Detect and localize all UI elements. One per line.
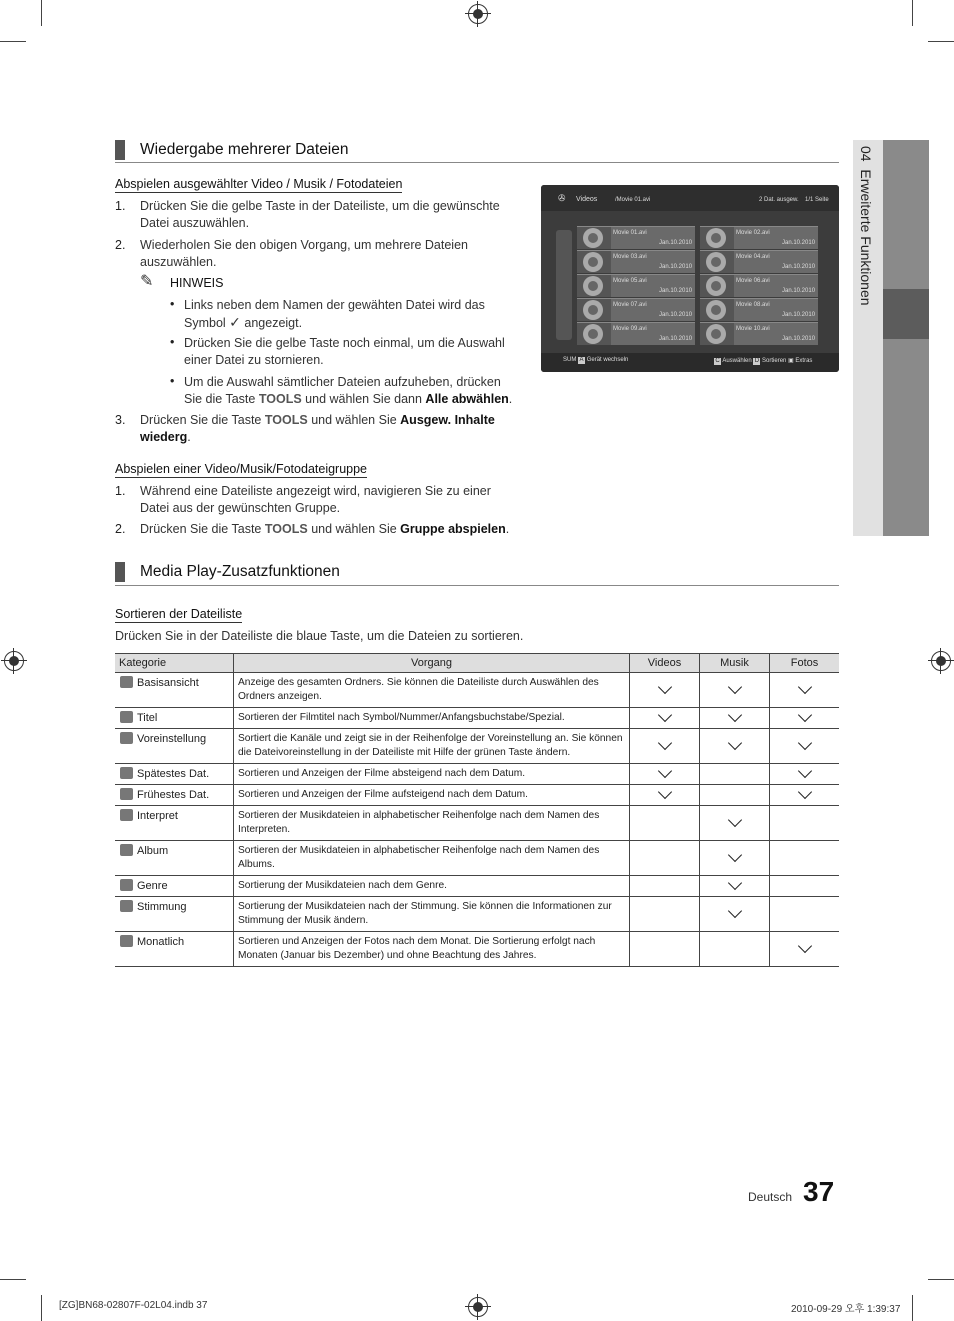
step-number: 3. [115, 413, 126, 427]
checkmark-icon: ✓ [229, 314, 241, 330]
checkmark-icon [797, 708, 811, 722]
checkmark-icon [657, 680, 671, 694]
thumbnail-icon [700, 275, 734, 297]
checkmark-icon [727, 736, 741, 750]
support-cell [630, 708, 700, 729]
screen-app-title: Videos [576, 196, 598, 203]
checkmark-icon [727, 680, 741, 694]
thumbnail-icon [577, 227, 611, 249]
support-cell [770, 897, 840, 932]
media-play-screenshot [541, 185, 839, 372]
screen-file-item [577, 298, 695, 321]
table-row [115, 708, 839, 729]
description-cell: Sortieren der Filmtitel nach Symbol/Nummer/Anfangsbuchstabe/Spezial. [234, 708, 630, 729]
description-cell: Sortieren und Anzeigen der Filme absteigend nach dem Datum. [234, 764, 630, 785]
thumbnail-icon [700, 299, 734, 321]
thumbnail-icon [577, 275, 611, 297]
support-cell [770, 729, 840, 764]
bullet-icon: • [170, 297, 175, 311]
checkmark-icon [657, 764, 671, 778]
category-cell [115, 708, 234, 729]
support-cell [770, 876, 840, 897]
step-number: 2. [115, 522, 126, 536]
support-cell [700, 729, 770, 764]
crop-mark [41, 1295, 42, 1321]
screen-file-item [700, 298, 818, 321]
step-text: Drücken Sie die gelbe Taste in der Dateiliste, um die gewünschte Datei auszuwählen. [140, 199, 500, 230]
support-cell [630, 729, 700, 764]
screen-file-date: Jan.10.2010 [659, 312, 693, 318]
category-icon [120, 732, 133, 744]
category-label: Stimmung [137, 901, 187, 913]
chapter-tab-marker [883, 289, 929, 339]
checkmark-icon [727, 876, 741, 890]
crop-mark [41, 0, 42, 26]
support-cell [770, 806, 840, 841]
category-label: Frühestes Dat. [137, 789, 210, 801]
crop-mark [912, 0, 913, 26]
category-icon [120, 767, 133, 779]
table-row [115, 897, 839, 932]
category-icon [120, 879, 133, 891]
screen-file-item [577, 250, 695, 273]
table-row [115, 673, 839, 708]
step-text: Wiederholen Sie den obigen Vorgang, um mehrere Dateien auszuwählen. [140, 238, 468, 269]
screen-file-name: Movie 08.avi [736, 302, 770, 308]
category-cell [115, 841, 234, 876]
subsection-title: Sortieren der Dateiliste [115, 607, 243, 621]
column-header: Fotos [770, 654, 840, 673]
category-cell [115, 806, 234, 841]
heading-text: Wiedergabe mehrerer Dateien [140, 141, 349, 158]
description-cell: Sortierung der Musikdateien nach der Stimmung. Sie können die Informationen zur Stimmung der Musik ändern. [234, 897, 630, 932]
screen-file-date: Jan.10.2010 [659, 288, 693, 294]
screen-file-date: Jan.10.2010 [782, 264, 816, 270]
screen-file-name: Movie 07.avi [613, 302, 647, 308]
support-cell [700, 932, 770, 967]
category-icon [120, 809, 133, 821]
film-icon: ✇ [558, 193, 566, 203]
column-header: Vorgang [234, 654, 630, 673]
checkmark-icon [657, 785, 671, 799]
category-label: Genre [137, 880, 168, 892]
screen-file-item [577, 274, 695, 297]
crop-mark [912, 1295, 913, 1321]
category-label: Titel [137, 712, 158, 724]
chapter-title: 04 Erweiterte Funktionen [858, 146, 874, 306]
screen-file-name: Movie 02.avi [736, 230, 770, 236]
screen-category-bar [556, 230, 572, 340]
heading-text: Media Play-Zusatzfunktionen [140, 563, 340, 580]
bullet-icon: • [170, 374, 175, 388]
checkmark-icon [797, 680, 811, 694]
category-label: Interpret [137, 810, 178, 822]
table-row [115, 806, 839, 841]
support-cell [700, 708, 770, 729]
heading-rule [115, 585, 839, 586]
screen-selected-count: 2 Dat. ausgew. [759, 197, 799, 203]
table-row [115, 764, 839, 785]
step-number: 1. [115, 484, 126, 498]
registration-mark-icon [468, 1297, 488, 1317]
note-label: HINWEIS [170, 276, 224, 290]
screen-file-name: Movie 03.avi [613, 254, 647, 260]
registration-mark-icon [931, 651, 951, 671]
screen-file-name: Movie 09.avi [613, 326, 647, 332]
screen-file-date: Jan.10.2010 [782, 312, 816, 318]
screen-page: 1/1 Seite [805, 197, 829, 203]
screen-file-name: Movie 05.avi [613, 278, 647, 284]
category-label: Spätestes Dat. [137, 768, 210, 780]
table-row [115, 729, 839, 764]
bullet-text: Drücken Sie die gelbe Taste noch einmal, um die Auswahl einer Datei zu stornieren. [184, 336, 505, 367]
category-cell [115, 785, 234, 806]
tools-icon: ▣ [788, 358, 794, 364]
bullet-text: Um die Auswahl sämtlicher Dateien aufzuheben, drücken Sie die Taste TOOLS und wählen Sie dann Alle abwählen. [184, 375, 513, 406]
category-icon [120, 711, 133, 723]
screen-file-date: Jan.10.2010 [659, 336, 693, 342]
category-label: Voreinstellung [137, 733, 207, 745]
checkmark-icon [727, 708, 741, 722]
checkmark-icon [797, 736, 811, 750]
checkmark-icon [797, 939, 811, 953]
heading-rule [115, 162, 839, 163]
category-label: Basisansicht [137, 677, 199, 689]
support-cell [630, 932, 700, 967]
heading-bar [115, 562, 125, 582]
screen-keys: C Auswählen D Sortieren ▣ Extras [715, 358, 813, 364]
subsection-title: Abspielen einer Video/Musik/Fotodateigruppe [115, 462, 368, 476]
registration-mark-icon [4, 651, 24, 671]
support-cell [770, 932, 840, 967]
crop-mark [928, 41, 954, 42]
description-cell: Sortierung der Musikdateien nach dem Genre. [234, 876, 630, 897]
column-header: Videos [630, 654, 700, 673]
description-cell: Sortieren der Musikdateien in alphabetischer Reihenfolge nach dem Namen des Interpreten. [234, 806, 630, 841]
support-cell [700, 764, 770, 785]
screen-file-item [577, 226, 695, 249]
screen-footer [541, 353, 839, 372]
table-row [115, 932, 839, 967]
category-cell [115, 729, 234, 764]
bullet-icon: • [170, 335, 175, 349]
crop-mark [0, 1279, 26, 1280]
screen-file-item [700, 322, 818, 345]
support-cell [770, 785, 840, 806]
category-label: Monatlich [137, 936, 185, 948]
support-cell [700, 806, 770, 841]
footer-language: Deutsch [748, 1190, 793, 1204]
table-header-row [115, 654, 839, 673]
screen-file-item [700, 250, 818, 273]
support-cell [700, 785, 770, 806]
registration-mark-icon [468, 4, 488, 24]
checkmark-icon [727, 848, 741, 862]
checkmark-icon [727, 904, 741, 918]
thumbnail-icon [577, 299, 611, 321]
support-cell [630, 841, 700, 876]
screen-file-date: Jan.10.2010 [659, 240, 693, 246]
category-label: Album [137, 845, 169, 857]
step-text: Drücken Sie die Taste TOOLS und wählen Sie Gruppe abspielen. [140, 522, 510, 536]
description-cell: Sortiert die Kanäle und zeigt sie in der Reihenfolge der Voreinstellung an. Sie können die Dateivoreinstellung in der Dateiliste mit Hilfe der grünen Taste ändern. [234, 729, 630, 764]
category-cell [115, 876, 234, 897]
table-row [115, 785, 839, 806]
category-cell [115, 764, 234, 785]
screen-file-item [577, 322, 695, 345]
checkmark-icon [657, 736, 671, 750]
screen-file-name: Movie 06.avi [736, 278, 770, 284]
support-cell [770, 764, 840, 785]
support-cell [630, 876, 700, 897]
footer-file: [ZG]BN68-02807F-02L04.indb 37 [59, 1300, 208, 1311]
sort-table [115, 653, 839, 967]
thumbnail-icon [577, 323, 611, 345]
checkmark-icon [657, 708, 671, 722]
support-cell [630, 785, 700, 806]
step-text: Während eine Dateiliste angezeigt wird, navigieren Sie zu einer Datei aus der gewünschten Gruppe. [140, 484, 491, 515]
screen-file-date: Jan.10.2010 [782, 288, 816, 294]
support-cell [700, 876, 770, 897]
screen-file-item [700, 226, 818, 249]
bullet-text: Links neben dem Namen der gewähten Datei wird das Symbol ✓ angezeigt. [184, 298, 485, 330]
thumbnail-icon [577, 251, 611, 273]
category-cell [115, 932, 234, 967]
step-text: Drücken Sie die Taste TOOLS und wählen Sie Ausgew. Inhalte wiederg. [140, 413, 495, 444]
support-cell [770, 841, 840, 876]
description-cell: Sortieren der Musikdateien in alphabetischer Reihenfolge nach dem Namen des Albums. [234, 841, 630, 876]
support-cell [630, 764, 700, 785]
step-number: 2. [115, 238, 126, 252]
thumbnail-icon [700, 323, 734, 345]
support-cell [700, 841, 770, 876]
column-header: Musik [700, 654, 770, 673]
support-cell [770, 673, 840, 708]
category-icon [120, 788, 133, 800]
screen-file-date: Jan.10.2010 [659, 264, 693, 270]
screen-file-name: Movie 01.avi [613, 230, 647, 236]
category-icon [120, 900, 133, 912]
screen-path: /Movie 01.avi [615, 197, 651, 203]
page-number: 37 [803, 1176, 835, 1207]
support-cell [630, 897, 700, 932]
note-pencil-icon: ✎ [140, 273, 154, 290]
support-cell [630, 806, 700, 841]
screen-file-name: Movie 04.avi [736, 254, 770, 260]
screen-device: SUM A Gerät wechseln [563, 357, 629, 363]
crop-mark [0, 41, 26, 42]
thumbnail-icon [700, 227, 734, 249]
category-cell [115, 897, 234, 932]
support-cell [700, 673, 770, 708]
intro-text: Drücken Sie in der Dateiliste die blaue Taste, um die Dateien zu sortieren. [115, 629, 524, 643]
checkmark-icon [797, 785, 811, 799]
support-cell [700, 897, 770, 932]
screen-file-date: Jan.10.2010 [782, 336, 816, 342]
subsection-title: Abspielen ausgewählter Video / Musik / Fotodateien [115, 177, 403, 191]
heading-bar [115, 140, 125, 160]
description-cell: Sortieren und Anzeigen der Filme aufsteigend nach dem Datum. [234, 785, 630, 806]
screen-file-date: Jan.10.2010 [782, 240, 816, 246]
crop-mark [928, 1279, 954, 1280]
table-row [115, 841, 839, 876]
screen-file-item [700, 274, 818, 297]
step-number: 1. [115, 199, 126, 213]
checkmark-icon [727, 813, 741, 827]
thumbnail-icon [700, 251, 734, 273]
category-icon [120, 676, 133, 688]
checkmark-icon [797, 764, 811, 778]
screen-file-name: Movie 10.avi [736, 326, 770, 332]
description-cell: Sortieren und Anzeigen der Fotos nach dem Monat. Die Sortierung erfolgt nach Monaten (Januar bis Dezember) und ohne Beachtung des Jahres. [234, 932, 630, 967]
category-icon [120, 935, 133, 947]
footer-timestamp: 2010-09-29 오후 1:39:37 [791, 1304, 901, 1315]
description-cell: Anzeige des gesamten Ordners. Sie können die Dateiliste durch Auswählen des Ordners anzeigen. [234, 673, 630, 708]
support-cell [770, 708, 840, 729]
support-cell [630, 673, 700, 708]
category-icon [120, 844, 133, 856]
column-header: Kategorie [115, 654, 234, 673]
category-cell [115, 673, 234, 708]
table-row [115, 876, 839, 897]
